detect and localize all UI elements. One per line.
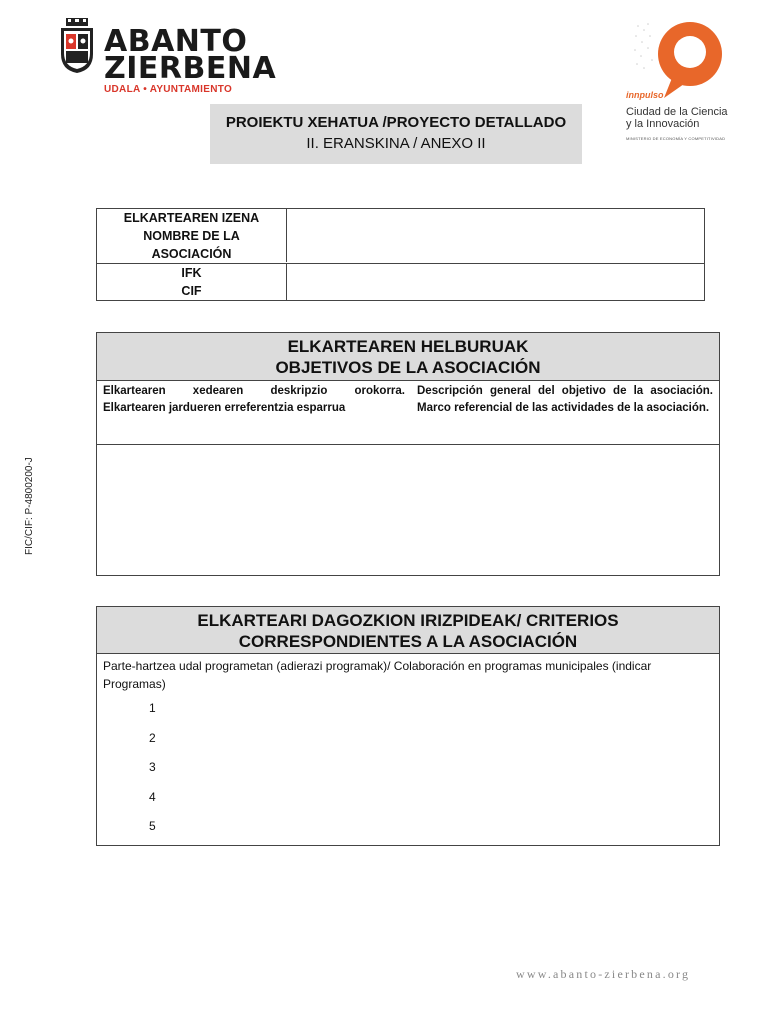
association-name-field[interactable]	[293, 215, 693, 255]
document-title-box	[210, 104, 582, 164]
innpulso-tagline-line1: Ciudad de la Ciencia	[626, 106, 728, 118]
criteria-heading	[97, 607, 719, 654]
cif-label	[97, 263, 287, 301]
brand-name-line1: ABANTO	[104, 24, 248, 59]
criteria-list	[149, 701, 156, 849]
cif-field[interactable]	[293, 269, 693, 295]
objectives-heading-eu: ELKARTEAREN HELBURUAK	[287, 337, 529, 356]
footer-website: www.abanto-zierbena.org	[516, 967, 691, 981]
criteria-section	[96, 606, 720, 846]
criteria-heading-line2: CORRESPONDIENTES A LA ASOCIACIÓN	[238, 632, 578, 651]
list-item: 5	[149, 819, 156, 833]
objectives-section	[96, 332, 720, 576]
innpulso-ministry: MINISTERIO DE ECONOMÍA Y COMPETITIVIDAD	[626, 136, 726, 141]
list-item: 4	[149, 789, 156, 804]
name-label-es-1: NOMBRE DE LA	[143, 229, 240, 243]
coat-of-arms-icon	[58, 18, 96, 74]
document-subtitle: II. ERANSKINA / ANEXO II	[306, 135, 486, 152]
innpulso-tagline-line2: y la Innovación	[626, 118, 700, 130]
innpulso-tagline	[626, 106, 728, 130]
association-table	[96, 208, 705, 301]
brand-subtitle: UDALA • AYUNTAMIENTO	[104, 84, 233, 95]
objectives-description-es: Descripción general del objetivo de la asociación. Marco referencial de las actividades de la asociación.	[417, 385, 713, 414]
name-label-es-2: ASOCIACIÓN	[151, 247, 232, 261]
association-name-label	[97, 209, 287, 262]
objectives-heading	[97, 333, 719, 381]
criteria-instruction: Parte-hartzea udal programetan (adierazi programak)/ Colaboración en programas municipales (indicar Programas)	[103, 659, 652, 691]
description-eu-line2: Elkartearen jardueren erreferentzia esparrua	[103, 402, 346, 414]
objectives-content-area[interactable]	[97, 445, 719, 587]
list-item: 3	[149, 760, 156, 774]
municipality-logo	[104, 24, 277, 95]
list-item: 2	[149, 730, 156, 745]
list-item: 1	[149, 701, 156, 715]
name-label-eu: ELKARTEAREN IZENA	[123, 211, 260, 225]
cif-label-eu: IFK	[181, 266, 202, 280]
criteria-heading-line1: ELKARTEARI DAGOZKION IRIZPIDEAK/ CRITERIOS	[197, 611, 619, 630]
side-tax-code: FIC/CIF: P-4800200-J	[24, 457, 35, 555]
objectives-description-row	[97, 381, 719, 445]
table-divider	[286, 263, 704, 264]
brand-name-line2: ZIERBENA	[104, 51, 277, 86]
objectives-description-eu	[103, 383, 405, 417]
cif-label-es: CIF	[181, 284, 202, 298]
document-title: PROIEKTU XEHATUA /PROYECTO DETALLADO	[225, 114, 567, 131]
objectives-heading-es: OBJETIVOS DE LA ASOCIACIÓN	[275, 358, 541, 377]
innpulso-wordmark: innpulso	[626, 90, 664, 100]
description-eu-line1: Elkartearen xedearen deskripzio orokorra.	[103, 385, 405, 397]
